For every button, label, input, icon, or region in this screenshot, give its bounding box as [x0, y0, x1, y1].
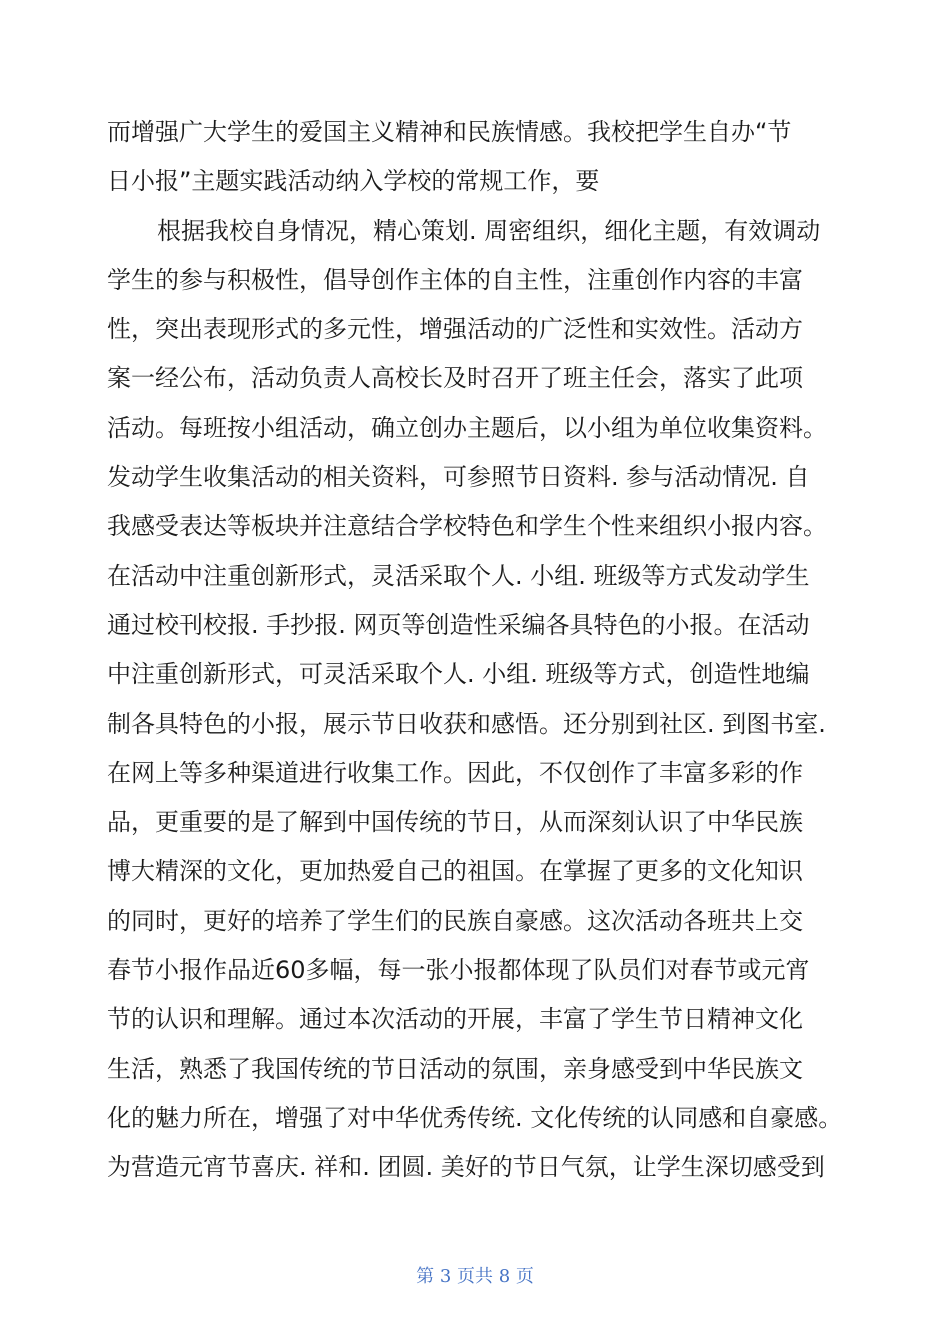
text-line: 在活动中注重创新形式，灵活采取个人. 小组. 班级等方式发动学生 [107, 561, 810, 590]
text-line: 的同时，更好的培养了学生们的民族自豪感。这次活动各班共上交 [107, 906, 803, 935]
text-line: 性，突出表现形式的多元性，增强活动的广泛性和实效性。活动方 [107, 315, 803, 344]
text-line: 制各具特色的小报，展示节日收获和感悟。还分别到社区. 到图书室. [107, 709, 826, 738]
text-line: 中注重创新形式，可灵活采取个人. 小组. 班级等方式，创造性地编 [107, 660, 810, 689]
text-line: 案一经公布，活动负责人高校长及时召开了班主任会，落实了此项 [107, 364, 803, 393]
text-line: 发动学生收集活动的相关资料，可参照节日资料. 参与活动情况. 自 [107, 463, 810, 492]
document-body [107, 108, 847, 1193]
paragraph-first-line: 根据我校自身情况，精心策划. 周密组织，细化主题，有效调动 [157, 216, 821, 245]
text-line: 节的认识和理解。通过本次活动的开展，丰富了学生节日精神文化 [107, 1005, 803, 1034]
page-number-footer: 第 3 页共 8 页 [416, 1266, 534, 1287]
text-line: 品，更重要的是了解到中国传统的节日，从而深刻认识了中华民族 [107, 808, 803, 837]
text-line: 日小报”主题实践活动纳入学校的常规工作，要 [107, 167, 600, 196]
text-line: 而增强广大学生的爱国主义精神和民族情感。我校把学生自办“节 [107, 118, 792, 146]
text-line: 在网上等多种渠道进行收集工作。因此，不仅创作了丰富多彩的作 [107, 758, 803, 787]
text-line: 学生的参与积极性，倡导创作主体的自主性，注重创作内容的丰富 [107, 265, 803, 294]
text-line: 活动。每班按小组活动，确立创办主题后，以小组为单位收集资料。 [107, 413, 827, 442]
text-line: 我感受表达等板块并注意结合学校特色和学生个性来组织小报内容。 [107, 512, 827, 541]
text-line: 博大精深的文化，更加热爱自己的祖国。在掌握了更多的文化知识 [107, 857, 803, 886]
text-line: 生活，熟悉了我国传统的节日活动的氛围，亲身感受到中华民族文 [107, 1054, 803, 1083]
text-line: 通过校刊校报. 手抄报. 网页等创造性采编各具特色的小报。在活动 [107, 610, 810, 639]
text-line: 化的魅力所在，增强了对中华优秀传统. 文化传统的认同感和自豪感。 [107, 1103, 843, 1132]
text-line: 为营造元宵节喜庆. 祥和. 团圆. 美好的节日气氛，让学生深切感受到 [107, 1153, 825, 1182]
text-line: 春节小报作品近60多幅，每一张小报都体现了队员们对春节或元宵 [107, 956, 810, 985]
